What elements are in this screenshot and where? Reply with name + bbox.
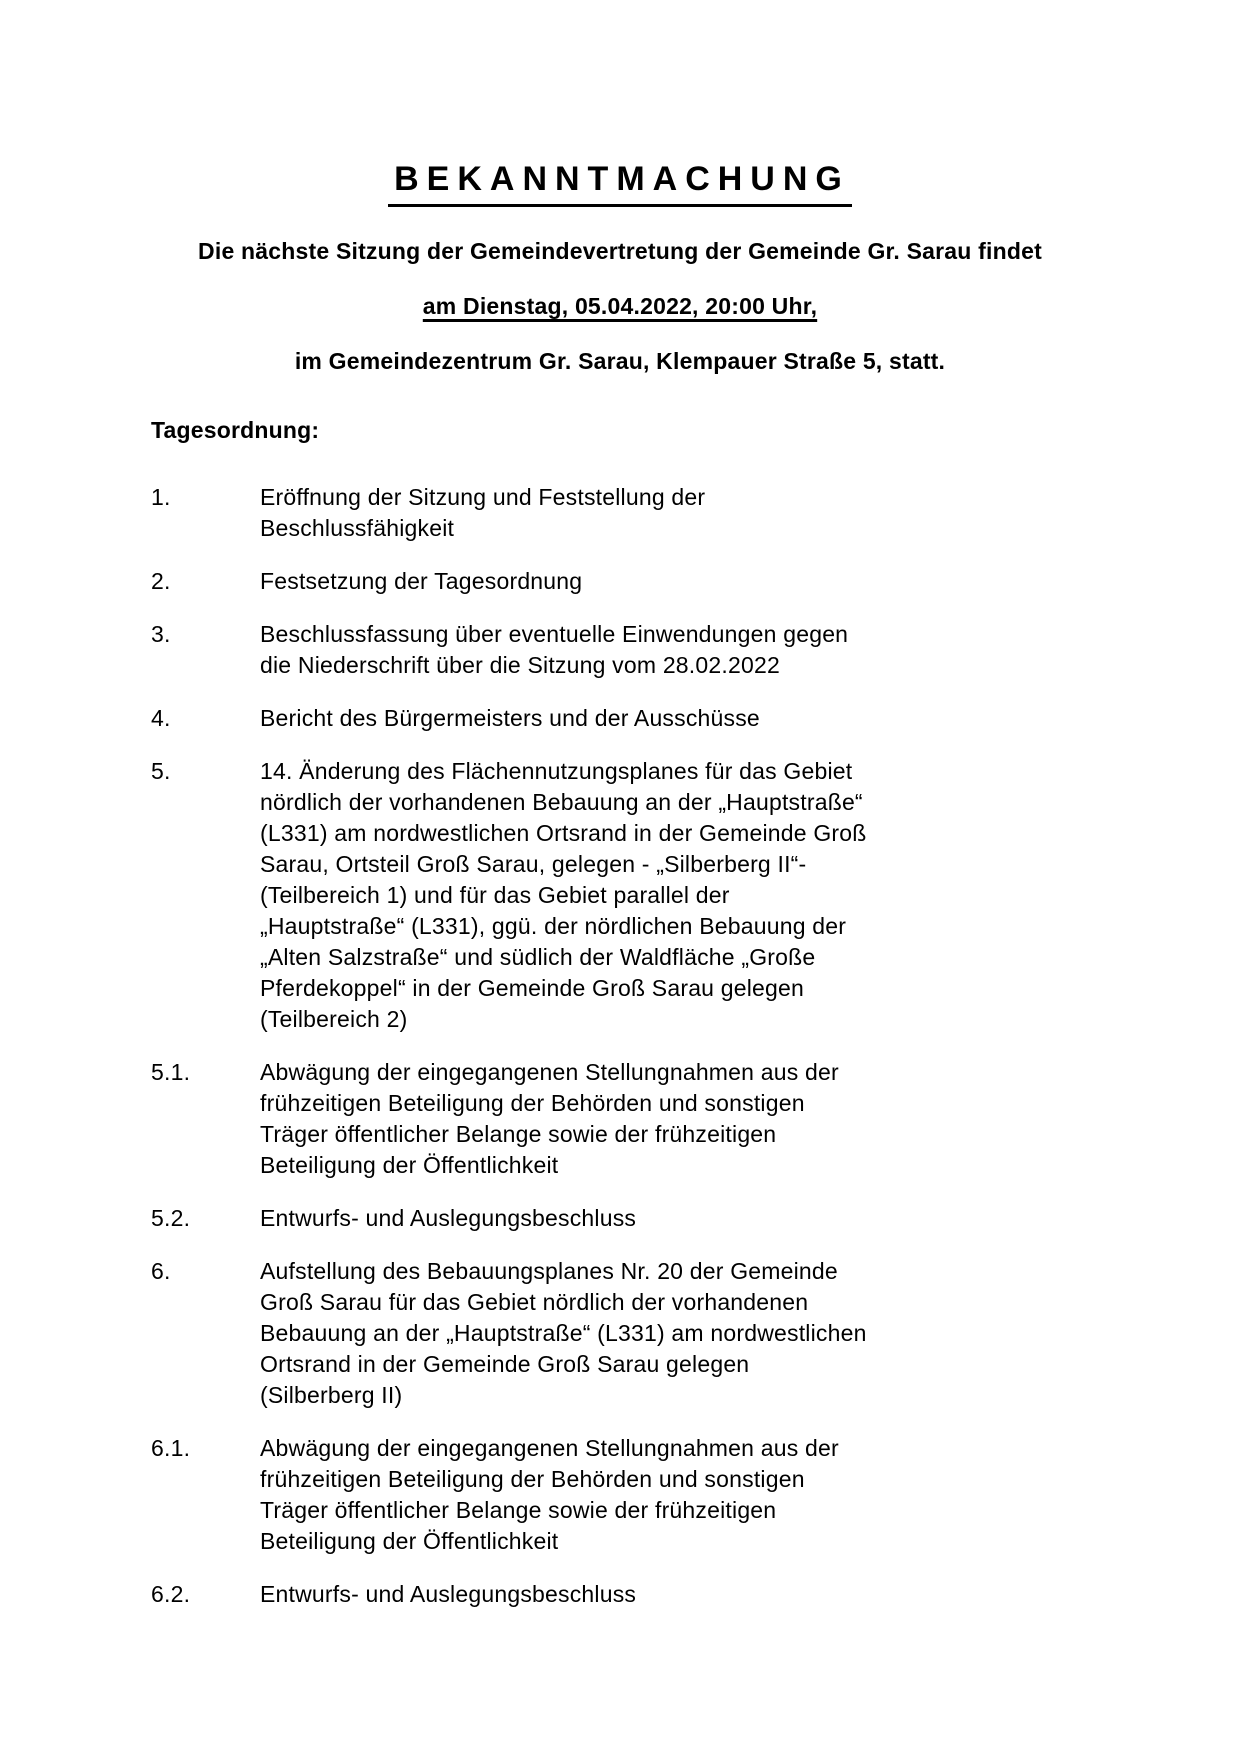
agenda-item-text-line: nördlich der vorhandenen Bebauung an der „Hauptstraße“ [260,789,863,815]
agenda-item-number: 3. [151,621,171,647]
agenda-item-text-line: Träger öffentlicher Belange sowie der frühzeitigen [260,1121,777,1147]
agenda-item-6-2 [151,1579,1051,1610]
agenda-item-number: 5.2. [151,1205,191,1231]
agenda-item-text-line: (Silberberg II) [260,1382,403,1408]
agenda-item-number: 4. [151,705,171,731]
agenda-item-text [260,1057,1051,1181]
meeting-date-line [0,291,1240,322]
agenda-item-text-line: Beteiligung der Öffentlichkeit [260,1528,559,1554]
agenda-item-text-line: Abwägung der eingegangenen Stellungnahmen aus der [260,1059,839,1085]
agenda-item-text [260,756,1051,1035]
agenda-item-text-line: die Niederschrift über die Sitzung vom 28.02.2022 [260,652,780,678]
agenda-item-5 [151,756,1051,1035]
meeting-date-text: am Dienstag, 05.04.2022, 20:00 Uhr, [422,293,818,319]
agenda-item-text [260,482,1051,544]
agenda-item-number: 5.1. [151,1059,191,1085]
agenda-item-2 [151,566,1051,597]
agenda-item-number: 5. [151,758,171,784]
agenda-item-4 [151,703,1051,734]
agenda-item-number: 6.2. [151,1581,191,1607]
agenda-item-text-line: Bericht des Bürgermeisters und der Ausschüsse [260,705,760,731]
meeting-location-line [0,346,1240,377]
agenda-item-text-line: Beteiligung der Öffentlichkeit [260,1152,559,1178]
agenda-item-text [260,619,1051,681]
intro-paragraph-1 [0,236,1240,267]
agenda-item-text-line: Sarau, Ortsteil Groß Sarau, gelegen - „Silberberg II“- [260,851,807,877]
agenda-item-6 [151,1256,1051,1411]
agenda-item-text [260,1256,1051,1411]
agenda-item-text-line: Bebauung an der „Hauptstraße“ (L331) am nordwestlichen [260,1320,867,1346]
agenda-item-text [260,1579,1051,1610]
document-title [0,160,1240,207]
agenda-list [151,482,1051,1632]
agenda-item-text-line: Pferdekoppel“ in der Gemeinde Groß Sarau gelegen [260,975,805,1001]
agenda-item-text-line: (Teilbereich 2) [260,1006,408,1032]
agenda-item-text-line: frühzeitigen Beteiligung der Behörden und sonstigen [260,1466,805,1492]
agenda-item-text-line: „Hauptstraße“ (L331), ggü. der nördlichen Bebauung der [260,913,847,939]
agenda-heading: Tagesordnung: [151,417,320,443]
agenda-item-number: 6.1. [151,1435,191,1461]
meeting-location-text: im Gemeindezentrum Gr. Sarau, Klempauer Straße 5, statt. [294,348,946,374]
agenda-item-text-line: Beschlussfähigkeit [260,515,455,541]
agenda-item-number: 6. [151,1258,171,1284]
agenda-item-text-line: (L331) am nordwestlichen Ortsrand in der Gemeinde Groß [260,820,867,846]
agenda-item-text-line: Ortsrand in der Gemeinde Groß Sarau gelegen [260,1351,750,1377]
agenda-item-5-2 [151,1203,1051,1234]
agenda-item-text [260,703,1051,734]
agenda-item-text-line: Entwurfs- und Auslegungsbeschluss [260,1581,637,1607]
agenda-item-5-1 [151,1057,1051,1181]
agenda-item-number: 1. [151,484,171,510]
agenda-item-number: 2. [151,568,171,594]
agenda-item-text-line: Festsetzung der Tagesordnung [260,568,583,594]
agenda-item-text-line: Aufstellung des Bebauungsplanes Nr. 20 der Gemeinde [260,1258,838,1284]
agenda-item-text-line: 14. Änderung des Flächennutzungsplanes für das Gebiet [260,758,853,784]
agenda-item-text [260,1203,1051,1234]
agenda-item-text-line: „Alten Salzstraße“ und südlich der Waldfläche „Große [260,944,816,970]
agenda-item-text [260,1433,1051,1557]
agenda-item-text-line: (Teilbereich 1) und für das Gebiet parallel der [260,882,730,908]
agenda-item-text [260,566,1051,597]
agenda-item-3 [151,619,1051,681]
agenda-item-text-line: Beschlussfassung über eventuelle Einwendungen gegen [260,621,849,647]
agenda-item-text-line: Abwägung der eingegangenen Stellungnahmen aus der [260,1435,839,1461]
agenda-item-text-line: Eröffnung der Sitzung und Feststellung der [260,484,706,510]
agenda-item-text-line: frühzeitigen Beteiligung der Behörden und sonstigen [260,1090,805,1116]
agenda-item-6-1 [151,1433,1051,1557]
agenda-item-text-line: Groß Sarau für das Gebiet nördlich der vorhandenen [260,1289,809,1315]
document-title-text: BEKANNTMACHUNG [388,160,852,207]
agenda-item-text-line: Entwurfs- und Auslegungsbeschluss [260,1205,637,1231]
intro-paragraph-1-text: Die nächste Sitzung der Gemeindevertretung der Gemeinde Gr. Sarau findet [198,238,1042,264]
agenda-item-1 [151,482,1051,544]
agenda-item-text-line: Träger öffentlicher Belange sowie der frühzeitigen [260,1497,777,1523]
